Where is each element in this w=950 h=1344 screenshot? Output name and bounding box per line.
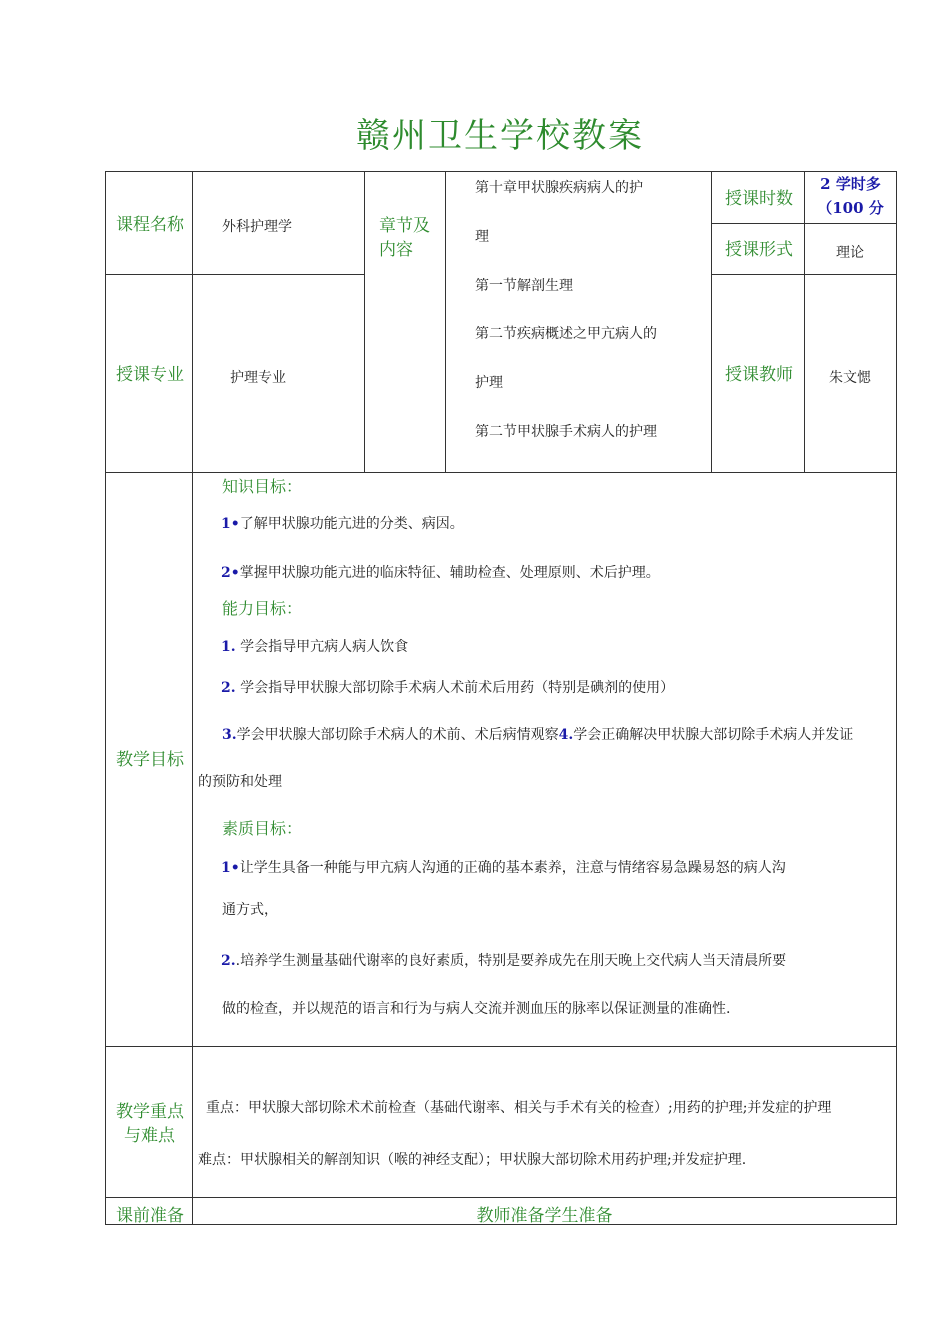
chapter-line: 第一节解剖生理 <box>475 278 573 294</box>
knowledge-item: 1•了解甲状腺功能亢进的分类、病因。 <box>221 516 464 532</box>
course-name-value: 外科护理学 <box>222 219 292 235</box>
chapter-line: 理 <box>475 229 489 245</box>
form-label: 授课形式 <box>725 240 793 260</box>
objectives-label: 教学目标 <box>116 750 184 770</box>
teacher-label: 授课教师 <box>725 365 793 385</box>
difficult-points-text: 难点：甲状腺相关的解剖知识（喉的神经支配）；甲状腺大部切除术用药护理;并发症护理. <box>198 1152 747 1168</box>
key-points-text: 重点：甲状腺大部切除术术前检查（基础代谢率、相关与手术有关的检查）;用药的护理;并发症的护理 <box>206 1100 832 1116</box>
quality-item: 2..培养学生测量基础代谢率的良好素质，特别是要养成先在刖天晚上交代病人当天清晨所要 <box>221 953 787 969</box>
ability-item-continued: 的预防和处理 <box>198 774 282 790</box>
chapter-line: 第二节甲状腺手术病人的护理 <box>475 424 657 440</box>
major-value: 护理专业 <box>230 370 286 386</box>
form-value: 理论 <box>836 245 864 261</box>
key-points-label-line1: 教学重点 <box>116 1102 184 1122</box>
quality-item: 1•让学生具备一种能与甲亢病人沟通的正确的基本素养，注意与情绪容易急躁易怒的病人沟 <box>221 860 786 876</box>
preparation-text: 教师准备学生准备 <box>476 1206 613 1226</box>
knowledge-item: 2•掌握甲状腺功能亢进的临床特征、辅助检查、处理原则、术后护理。 <box>221 565 660 581</box>
hours-label: 授课时数 <box>725 189 793 209</box>
quality-item-continued: 通方式， <box>222 902 278 918</box>
chapter-line: 第二节疾病概述之甲亢病人的 <box>475 326 657 342</box>
chapter-label-line2: 内容 <box>379 240 413 260</box>
page-title: 赣州卫生学校教案 <box>356 116 644 156</box>
quality-heading: 素质目标： <box>222 819 303 838</box>
key-points-label-line2: 与难点 <box>124 1126 175 1146</box>
knowledge-heading: 知识目标： <box>222 477 303 496</box>
hours-value-line2: （100 分 <box>817 199 884 217</box>
ability-item: 2. 学会指导甲状腺大部切除手术病人术前术后用药（特别是碘剂的使用） <box>221 680 675 696</box>
hours-value <box>805 172 896 223</box>
quality-item-continued: 做的检查，并以规范的语言和行为与病人交流并测血压的脉率以保证测量的准确性. <box>222 1001 731 1017</box>
chapter-line: 第十章甲状腺疾病病人的护 <box>475 180 643 196</box>
chapter-line: 护理 <box>475 375 503 391</box>
ability-heading: 能力目标： <box>222 599 303 618</box>
chapter-label-line1: 章节及 <box>379 216 430 236</box>
teacher-value: 朱文愢 <box>829 370 871 386</box>
hours-value-line1: 2 学时多 <box>820 175 881 193</box>
preparation-label: 课前准备 <box>116 1206 184 1226</box>
major-label: 授课专业 <box>116 365 184 385</box>
ability-item: 3.学会甲状腺大部切除手术病人的术前、术后病情观察4.学会正确解决甲状腺大部切除手术病人并发证 <box>222 727 854 743</box>
ability-item: 1. 学会指导甲亢病人病人饮食 <box>221 639 409 655</box>
course-name-label: 课程名称 <box>116 215 184 235</box>
